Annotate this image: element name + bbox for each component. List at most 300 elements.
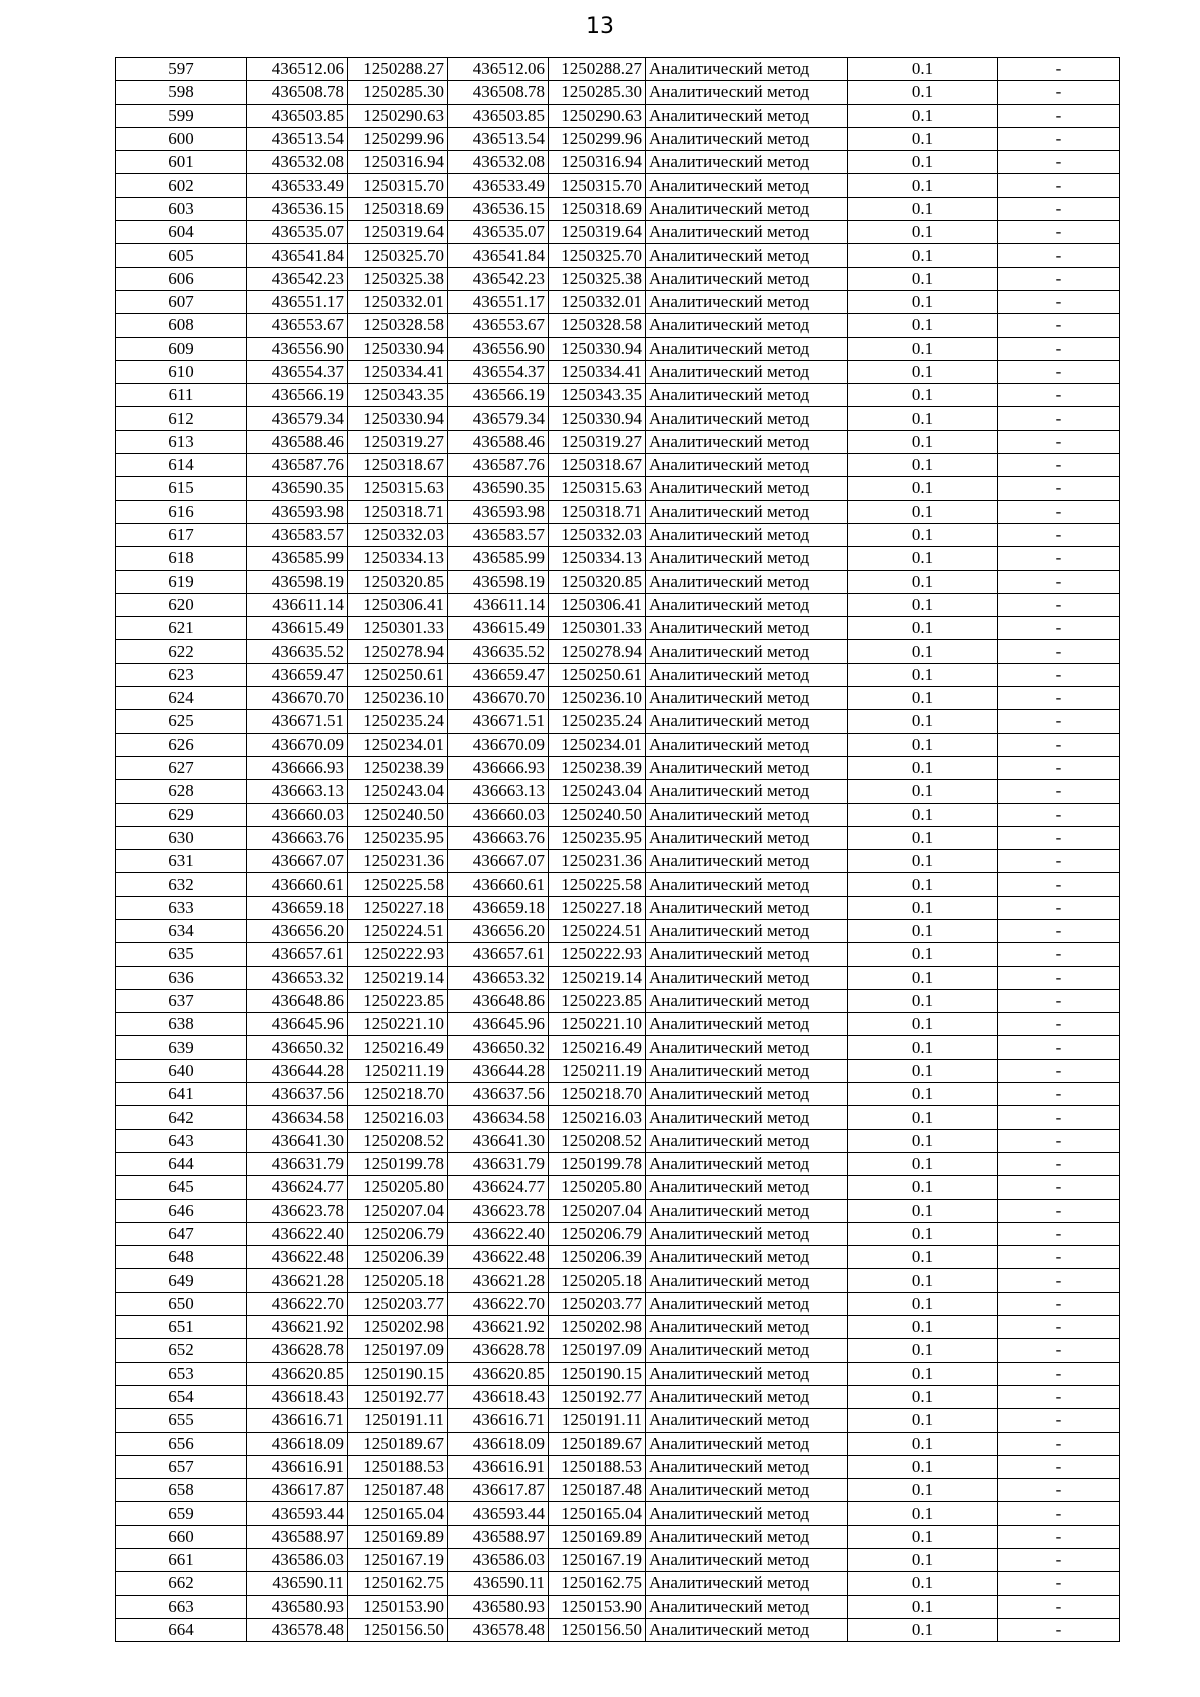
y-old-cell: 1250162.75: [348, 1572, 448, 1595]
method-cell: Аналитический метод: [646, 151, 848, 174]
x-old-cell: 436666.93: [247, 756, 348, 779]
y-old-cell: 1250315.70: [348, 174, 448, 197]
y-old-cell: 1250316.94: [348, 151, 448, 174]
x-old-cell: 436644.28: [247, 1059, 348, 1082]
y-new-cell: 1250221.10: [549, 1013, 646, 1036]
method-cell: Аналитический метод: [646, 407, 848, 430]
table-row: [116, 593, 1120, 616]
description-cell: -: [998, 1199, 1120, 1222]
table-row: [116, 1525, 1120, 1548]
description-cell: -: [998, 1269, 1120, 1292]
accuracy-cell: 0.1: [848, 710, 998, 733]
point-number-cell: 631: [116, 850, 247, 873]
y-new-cell: 1250216.03: [549, 1106, 646, 1129]
method-cell: Аналитический метод: [646, 1572, 848, 1595]
table-row: [116, 919, 1120, 942]
y-new-cell: 1250156.50: [549, 1618, 646, 1641]
point-number-cell: 664: [116, 1618, 247, 1641]
description-cell: -: [998, 477, 1120, 500]
x-old-cell: 436616.91: [247, 1455, 348, 1478]
point-number-cell: 655: [116, 1409, 247, 1432]
method-cell: Аналитический метод: [646, 826, 848, 849]
description-cell: -: [998, 1013, 1120, 1036]
y-old-cell: 1250318.69: [348, 197, 448, 220]
method-cell: Аналитический метод: [646, 617, 848, 640]
method-cell: Аналитический метод: [646, 1059, 848, 1082]
table-row: [116, 1432, 1120, 1455]
method-cell: Аналитический метод: [646, 244, 848, 267]
x-new-cell: 436586.03: [448, 1549, 549, 1572]
table-row: [116, 454, 1120, 477]
coordinates-table: [115, 57, 1120, 1642]
y-old-cell: 1250206.39: [348, 1246, 448, 1269]
y-old-cell: 1250189.67: [348, 1432, 448, 1455]
x-old-cell: 436667.07: [247, 850, 348, 873]
point-number-cell: 659: [116, 1502, 247, 1525]
method-cell: Аналитический метод: [646, 710, 848, 733]
method-cell: Аналитический метод: [646, 1176, 848, 1199]
table-row: [116, 384, 1120, 407]
method-cell: Аналитический метод: [646, 780, 848, 803]
x-old-cell: 436659.47: [247, 663, 348, 686]
y-old-cell: 1250223.85: [348, 989, 448, 1012]
x-new-cell: 436587.76: [448, 454, 549, 477]
method-cell: Аналитический метод: [646, 547, 848, 570]
x-old-cell: 436659.18: [247, 896, 348, 919]
point-number-cell: 657: [116, 1455, 247, 1478]
y-new-cell: 1250219.14: [549, 966, 646, 989]
description-cell: -: [998, 1246, 1120, 1269]
y-old-cell: 1250216.03: [348, 1106, 448, 1129]
point-number-cell: 630: [116, 826, 247, 849]
description-cell: -: [998, 244, 1120, 267]
x-new-cell: 436671.51: [448, 710, 549, 733]
table-row: [116, 1246, 1120, 1269]
x-new-cell: 436590.35: [448, 477, 549, 500]
x-new-cell: 436659.18: [448, 896, 549, 919]
table-row: [116, 197, 1120, 220]
y-old-cell: 1250236.10: [348, 687, 448, 710]
accuracy-cell: 0.1: [848, 1222, 998, 1245]
method-cell: Аналитический метод: [646, 1455, 848, 1478]
point-number-cell: 623: [116, 663, 247, 686]
x-new-cell: 436653.32: [448, 966, 549, 989]
table-row: [116, 104, 1120, 127]
x-new-cell: 436541.84: [448, 244, 549, 267]
x-new-cell: 436628.78: [448, 1339, 549, 1362]
x-new-cell: 436554.37: [448, 360, 549, 383]
description-cell: -: [998, 1595, 1120, 1618]
accuracy-cell: 0.1: [848, 430, 998, 453]
y-new-cell: 1250319.27: [549, 430, 646, 453]
x-new-cell: 436622.70: [448, 1292, 549, 1315]
point-number-cell: 634: [116, 919, 247, 942]
description-cell: -: [998, 1479, 1120, 1502]
description-cell: -: [998, 337, 1120, 360]
x-old-cell: 436593.98: [247, 500, 348, 523]
x-old-cell: 436623.78: [247, 1199, 348, 1222]
method-cell: Аналитический метод: [646, 1152, 848, 1175]
x-new-cell: 436631.79: [448, 1152, 549, 1175]
point-number-cell: 618: [116, 547, 247, 570]
y-old-cell: 1250290.63: [348, 104, 448, 127]
accuracy-cell: 0.1: [848, 733, 998, 756]
y-old-cell: 1250319.27: [348, 430, 448, 453]
accuracy-cell: 0.1: [848, 151, 998, 174]
method-cell: Аналитический метод: [646, 267, 848, 290]
description-cell: -: [998, 640, 1120, 663]
y-new-cell: 1250235.95: [549, 826, 646, 849]
accuracy-cell: 0.1: [848, 896, 998, 919]
description-cell: -: [998, 570, 1120, 593]
description-cell: -: [998, 407, 1120, 430]
y-old-cell: 1250278.94: [348, 640, 448, 663]
accuracy-cell: 0.1: [848, 873, 998, 896]
table-row: [116, 896, 1120, 919]
accuracy-cell: 0.1: [848, 1106, 998, 1129]
description-cell: -: [998, 547, 1120, 570]
y-new-cell: 1250206.79: [549, 1222, 646, 1245]
x-old-cell: 436641.30: [247, 1129, 348, 1152]
accuracy-cell: 0.1: [848, 314, 998, 337]
x-new-cell: 436611.14: [448, 593, 549, 616]
x-new-cell: 436618.43: [448, 1385, 549, 1408]
description-cell: -: [998, 1455, 1120, 1478]
method-cell: Аналитический метод: [646, 663, 848, 686]
table-row: [116, 1549, 1120, 1572]
x-old-cell: 436611.14: [247, 593, 348, 616]
x-old-cell: 436660.61: [247, 873, 348, 896]
x-new-cell: 436556.90: [448, 337, 549, 360]
method-cell: Аналитический метод: [646, 687, 848, 710]
accuracy-cell: 0.1: [848, 127, 998, 150]
table-row: [116, 1222, 1120, 1245]
y-old-cell: 1250319.64: [348, 221, 448, 244]
accuracy-cell: 0.1: [848, 1385, 998, 1408]
table-row: [116, 1199, 1120, 1222]
x-new-cell: 436508.78: [448, 81, 549, 104]
point-number-cell: 615: [116, 477, 247, 500]
table-row: [116, 1036, 1120, 1059]
y-old-cell: 1250238.39: [348, 756, 448, 779]
y-old-cell: 1250234.01: [348, 733, 448, 756]
method-cell: Аналитический метод: [646, 1246, 848, 1269]
method-cell: Аналитический метод: [646, 1083, 848, 1106]
point-number-cell: 640: [116, 1059, 247, 1082]
table-row: [116, 407, 1120, 430]
x-new-cell: 436623.78: [448, 1199, 549, 1222]
y-new-cell: 1250320.85: [549, 570, 646, 593]
accuracy-cell: 0.1: [848, 570, 998, 593]
accuracy-cell: 0.1: [848, 407, 998, 430]
description-cell: -: [998, 360, 1120, 383]
method-cell: Аналитический метод: [646, 896, 848, 919]
description-cell: -: [998, 826, 1120, 849]
table-row: [116, 826, 1120, 849]
x-new-cell: 436621.28: [448, 1269, 549, 1292]
table-row: [116, 1129, 1120, 1152]
point-number-cell: 609: [116, 337, 247, 360]
point-number-cell: 663: [116, 1595, 247, 1618]
table-row: [116, 1362, 1120, 1385]
accuracy-cell: 0.1: [848, 1572, 998, 1595]
point-number-cell: 641: [116, 1083, 247, 1106]
accuracy-cell: 0.1: [848, 663, 998, 686]
x-new-cell: 436660.61: [448, 873, 549, 896]
x-new-cell: 436620.85: [448, 1362, 549, 1385]
y-new-cell: 1250299.96: [549, 127, 646, 150]
method-cell: Аналитический метод: [646, 1129, 848, 1152]
x-old-cell: 436532.08: [247, 151, 348, 174]
table-row: [116, 640, 1120, 663]
method-cell: Аналитический метод: [646, 733, 848, 756]
x-new-cell: 436553.67: [448, 314, 549, 337]
accuracy-cell: 0.1: [848, 104, 998, 127]
method-cell: Аналитический метод: [646, 1525, 848, 1548]
y-old-cell: 1250325.38: [348, 267, 448, 290]
x-new-cell: 436670.70: [448, 687, 549, 710]
method-cell: Аналитический метод: [646, 1199, 848, 1222]
table-row: [116, 1339, 1120, 1362]
accuracy-cell: 0.1: [848, 244, 998, 267]
y-new-cell: 1250189.67: [549, 1432, 646, 1455]
y-new-cell: 1250278.94: [549, 640, 646, 663]
description-cell: -: [998, 873, 1120, 896]
y-new-cell: 1250211.19: [549, 1059, 646, 1082]
method-cell: Аналитический метод: [646, 477, 848, 500]
point-number-cell: 635: [116, 943, 247, 966]
accuracy-cell: 0.1: [848, 1083, 998, 1106]
point-number-cell: 612: [116, 407, 247, 430]
description-cell: -: [998, 430, 1120, 453]
point-number-cell: 626: [116, 733, 247, 756]
method-cell: Аналитический метод: [646, 360, 848, 383]
y-old-cell: 1250288.27: [348, 58, 448, 81]
method-cell: Аналитический метод: [646, 850, 848, 873]
x-old-cell: 436618.43: [247, 1385, 348, 1408]
x-new-cell: 436648.86: [448, 989, 549, 1012]
y-old-cell: 1250318.71: [348, 500, 448, 523]
page-number: 13: [586, 14, 614, 39]
description-cell: -: [998, 989, 1120, 1012]
y-new-cell: 1250227.18: [549, 896, 646, 919]
x-new-cell: 436535.07: [448, 221, 549, 244]
y-old-cell: 1250205.18: [348, 1269, 448, 1292]
y-old-cell: 1250222.93: [348, 943, 448, 966]
y-new-cell: 1250199.78: [549, 1152, 646, 1175]
x-old-cell: 436660.03: [247, 803, 348, 826]
table-row: [116, 523, 1120, 546]
table-row: [116, 1176, 1120, 1199]
table-row: [116, 710, 1120, 733]
method-cell: Аналитический метод: [646, 1013, 848, 1036]
point-number-cell: 646: [116, 1199, 247, 1222]
x-old-cell: 436503.85: [247, 104, 348, 127]
point-number-cell: 650: [116, 1292, 247, 1315]
table-row: [116, 337, 1120, 360]
y-old-cell: 1250330.94: [348, 337, 448, 360]
x-new-cell: 436660.03: [448, 803, 549, 826]
y-new-cell: 1250218.70: [549, 1083, 646, 1106]
table-row: [116, 1595, 1120, 1618]
x-old-cell: 436621.92: [247, 1316, 348, 1339]
y-old-cell: 1250330.94: [348, 407, 448, 430]
point-number-cell: 620: [116, 593, 247, 616]
x-new-cell: 436622.40: [448, 1222, 549, 1245]
accuracy-cell: 0.1: [848, 267, 998, 290]
y-new-cell: 1250238.39: [549, 756, 646, 779]
point-number-cell: 651: [116, 1316, 247, 1339]
y-old-cell: 1250188.53: [348, 1455, 448, 1478]
x-old-cell: 436588.97: [247, 1525, 348, 1548]
y-new-cell: 1250301.33: [549, 617, 646, 640]
y-new-cell: 1250334.41: [549, 360, 646, 383]
point-number-cell: 604: [116, 221, 247, 244]
y-new-cell: 1250330.94: [549, 337, 646, 360]
point-number-cell: 661: [116, 1549, 247, 1572]
point-number-cell: 597: [116, 58, 247, 81]
y-new-cell: 1250206.39: [549, 1246, 646, 1269]
accuracy-cell: 0.1: [848, 919, 998, 942]
y-new-cell: 1250328.58: [549, 314, 646, 337]
x-old-cell: 436616.71: [247, 1409, 348, 1432]
y-old-cell: 1250235.95: [348, 826, 448, 849]
y-new-cell: 1250167.19: [549, 1549, 646, 1572]
x-old-cell: 436542.23: [247, 267, 348, 290]
point-number-cell: 624: [116, 687, 247, 710]
table-row: [116, 151, 1120, 174]
table-row: [116, 1292, 1120, 1315]
x-new-cell: 436656.20: [448, 919, 549, 942]
y-old-cell: 1250227.18: [348, 896, 448, 919]
y-old-cell: 1250318.67: [348, 454, 448, 477]
description-cell: -: [998, 174, 1120, 197]
x-old-cell: 436648.86: [247, 989, 348, 1012]
method-cell: Аналитический метод: [646, 104, 848, 127]
description-cell: -: [998, 1339, 1120, 1362]
y-new-cell: 1250202.98: [549, 1316, 646, 1339]
x-new-cell: 436634.58: [448, 1106, 549, 1129]
y-new-cell: 1250332.03: [549, 523, 646, 546]
table-row: [116, 617, 1120, 640]
y-old-cell: 1250190.15: [348, 1362, 448, 1385]
method-cell: Аналитический метод: [646, 919, 848, 942]
y-new-cell: 1250330.94: [549, 407, 646, 430]
description-cell: -: [998, 290, 1120, 313]
method-cell: Аналитический метод: [646, 966, 848, 989]
x-old-cell: 436670.70: [247, 687, 348, 710]
y-old-cell: 1250243.04: [348, 780, 448, 803]
method-cell: Аналитический метод: [646, 1479, 848, 1502]
method-cell: Аналитический метод: [646, 593, 848, 616]
table-row: [116, 1502, 1120, 1525]
x-new-cell: 436512.06: [448, 58, 549, 81]
point-number-cell: 607: [116, 290, 247, 313]
description-cell: -: [998, 593, 1120, 616]
y-new-cell: 1250188.53: [549, 1455, 646, 1478]
accuracy-cell: 0.1: [848, 337, 998, 360]
y-old-cell: 1250156.50: [348, 1618, 448, 1641]
x-new-cell: 436621.92: [448, 1316, 549, 1339]
accuracy-cell: 0.1: [848, 454, 998, 477]
accuracy-cell: 0.1: [848, 360, 998, 383]
accuracy-cell: 0.1: [848, 640, 998, 663]
y-new-cell: 1250240.50: [549, 803, 646, 826]
x-new-cell: 436598.19: [448, 570, 549, 593]
x-old-cell: 436579.34: [247, 407, 348, 430]
accuracy-cell: 0.1: [848, 1432, 998, 1455]
method-cell: Аналитический метод: [646, 384, 848, 407]
x-new-cell: 436579.34: [448, 407, 549, 430]
table-row: [116, 756, 1120, 779]
y-old-cell: 1250225.58: [348, 873, 448, 896]
x-old-cell: 436656.20: [247, 919, 348, 942]
y-new-cell: 1250231.36: [549, 850, 646, 873]
point-number-cell: 637: [116, 989, 247, 1012]
x-old-cell: 436535.07: [247, 221, 348, 244]
description-cell: -: [998, 500, 1120, 523]
description-cell: -: [998, 1618, 1120, 1641]
method-cell: Аналитический метод: [646, 1502, 848, 1525]
description-cell: -: [998, 1572, 1120, 1595]
description-cell: -: [998, 454, 1120, 477]
point-number-cell: 652: [116, 1339, 247, 1362]
table-row: [116, 1455, 1120, 1478]
method-cell: Аналитический метод: [646, 454, 848, 477]
method-cell: Аналитический метод: [646, 803, 848, 826]
method-cell: Аналитический метод: [646, 989, 848, 1012]
y-new-cell: 1250191.11: [549, 1409, 646, 1432]
method-cell: Аналитический метод: [646, 523, 848, 546]
table-row: [116, 290, 1120, 313]
x-old-cell: 436553.67: [247, 314, 348, 337]
y-new-cell: 1250205.18: [549, 1269, 646, 1292]
x-old-cell: 436585.99: [247, 547, 348, 570]
y-old-cell: 1250221.10: [348, 1013, 448, 1036]
accuracy-cell: 0.1: [848, 1246, 998, 1269]
table-row: [116, 221, 1120, 244]
y-old-cell: 1250205.80: [348, 1176, 448, 1199]
accuracy-cell: 0.1: [848, 593, 998, 616]
y-old-cell: 1250285.30: [348, 81, 448, 104]
table-row: [116, 81, 1120, 104]
point-number-cell: 608: [116, 314, 247, 337]
x-new-cell: 436593.98: [448, 500, 549, 523]
y-new-cell: 1250343.35: [549, 384, 646, 407]
x-new-cell: 436637.56: [448, 1083, 549, 1106]
point-number-cell: 647: [116, 1222, 247, 1245]
accuracy-cell: 0.1: [848, 547, 998, 570]
y-old-cell: 1250203.77: [348, 1292, 448, 1315]
point-number-cell: 614: [116, 454, 247, 477]
x-old-cell: 436624.77: [247, 1176, 348, 1199]
method-cell: Аналитический метод: [646, 570, 848, 593]
x-new-cell: 436615.49: [448, 617, 549, 640]
x-new-cell: 436593.44: [448, 1502, 549, 1525]
accuracy-cell: 0.1: [848, 780, 998, 803]
x-new-cell: 436551.17: [448, 290, 549, 313]
method-cell: Аналитический метод: [646, 221, 848, 244]
x-old-cell: 436508.78: [247, 81, 348, 104]
method-cell: Аналитический метод: [646, 1362, 848, 1385]
y-new-cell: 1250250.61: [549, 663, 646, 686]
method-cell: Аналитический метод: [646, 1595, 848, 1618]
x-old-cell: 436670.09: [247, 733, 348, 756]
description-cell: -: [998, 127, 1120, 150]
method-cell: Аналитический метод: [646, 290, 848, 313]
x-new-cell: 436650.32: [448, 1036, 549, 1059]
y-new-cell: 1250162.75: [549, 1572, 646, 1595]
